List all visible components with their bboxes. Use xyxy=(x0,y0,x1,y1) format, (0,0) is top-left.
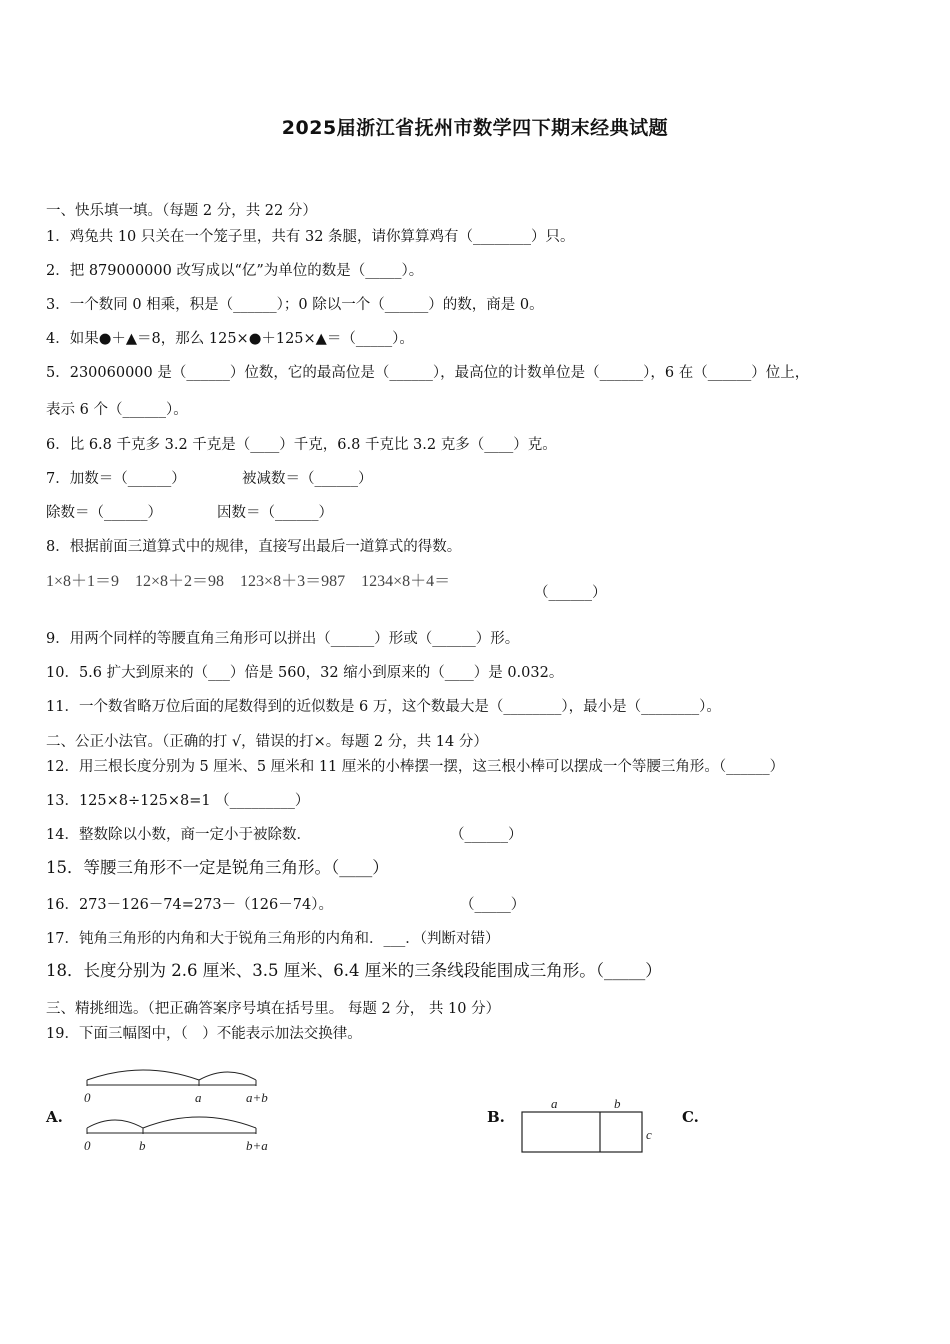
question-8-equations: 1×8＋1＝9 12×8＋2＝98 123×8＋3＝987 1234×8＋4＝ xyxy=(46,573,451,590)
question-18: 18．长度分别为 2.6 厘米、3.5 厘米、6.4 厘米的三条线段能围成三角形。（_____） xyxy=(46,961,662,980)
section-2-heading: 二、公正小法官。（正确的打 √，错误的打×。每题 2 分，共 14 分） xyxy=(46,734,488,750)
question-7-addend: 7．加数＝（______） xyxy=(46,471,186,487)
question-5-line-2: 表示 6 个（______）。 xyxy=(46,402,188,418)
question-16: 16．273－126－74=273－（126－74）。 xyxy=(46,897,333,913)
label-c: c xyxy=(646,1127,652,1142)
label-b: b xyxy=(614,1096,621,1111)
question-7-factor: 因数＝（______） xyxy=(217,505,333,521)
question-8: 8．根据前面三道算式中的规律，直接写出最后一道算式的得数。 xyxy=(46,539,462,555)
question-9: 9．用两个同样的等腰直角三角形可以拼出（______）形或（______）形。 xyxy=(46,631,520,647)
number-line-diagram-a xyxy=(80,1062,290,1152)
question-17: 17．钝角三角形的内角和大于锐角三角形的内角和．___．（判断对错） xyxy=(46,931,500,947)
number-line-top xyxy=(84,1070,268,1105)
question-14-blank: （______） xyxy=(450,827,523,843)
bottom-start-label: 0 xyxy=(84,1138,91,1153)
question-19: 19．下面三幅图中，（ ）不能表示加法交换律。 xyxy=(46,1026,362,1042)
top-start-label: 0 xyxy=(84,1090,91,1105)
question-3: 3．一个数同 0 相乘，积是（______）；0 除以一个（______）的数，商是 0。 xyxy=(46,297,544,313)
question-6: 6．比 6.8 千克多 3.2 千克是（____）千克，6.8 千克比 3.2 克多（____）克。 xyxy=(46,437,557,453)
question-2: 2．把 879000000 改写成以“亿”为单位的数是（_____）。 xyxy=(46,263,424,279)
question-8-answer-blank: （______） xyxy=(534,585,607,601)
rectangle-diagram-b xyxy=(515,1094,665,1164)
section-3-heading: 三、精挑细选。（把正确答案序号填在括号里。 每题 2 分， 共 10 分） xyxy=(46,1001,501,1017)
question-13: 13．125×8÷125×8=1 （_________） xyxy=(46,793,310,809)
rectangle-outline xyxy=(522,1112,642,1152)
bottom-mid-label: b xyxy=(139,1138,146,1153)
question-11: 11．一个数省略万位后面的尾数得到的近似数是 6 万，这个数最大是（________），最小是（________）。 xyxy=(46,699,721,715)
top-mid-label: a xyxy=(195,1090,202,1105)
question-7-divisor: 除数＝（______） xyxy=(46,505,162,521)
question-14: 14．整数除以小数，商一定小于被除数． xyxy=(46,827,311,843)
question-16-blank: （_____） xyxy=(460,897,526,913)
option-c-label: C. xyxy=(682,1108,699,1126)
option-b-label: B. xyxy=(487,1108,505,1126)
section-1-heading: 一、快乐填一填。（每题 2 分，共 22 分） xyxy=(46,203,317,219)
question-12: 12．用三根长度分别为 5 厘米、5 厘米和 11 厘米的小棒摆一摆，这三根小棒可以摆成一个等腰三角形。（______） xyxy=(46,759,785,775)
page-title: 2025届浙江省抚州市数学四下期末经典试题 xyxy=(281,117,669,139)
question-1: 1．鸡兔共 10 只关在一个笼子里，共有 32 条腿，请你算算鸡有（________）只。 xyxy=(46,229,575,245)
top-end-label: a+b xyxy=(246,1090,268,1105)
option-a-label: A. xyxy=(46,1108,63,1126)
question-15: 15．等腰三角形不一定是锐角三角形。（____） xyxy=(46,858,389,877)
question-5-line-1: 5．230060000 是（______）位数，它的最高位是（______），最高位的计数单位是（______），6 在（______）位上， xyxy=(46,365,810,381)
label-a: a xyxy=(551,1096,558,1111)
question-7-minuend: 被减数＝（______） xyxy=(242,471,373,487)
question-4: 4．如果●＋▲＝8，那么 125×●＋125×▲＝（_____）。 xyxy=(46,331,414,347)
number-line-bottom xyxy=(84,1117,268,1153)
question-10: 10．5.6 扩大到原来的（___）倍是 560，32 缩小到原来的（____）是 0.032。 xyxy=(46,665,564,681)
bottom-end-label: b+a xyxy=(246,1138,268,1153)
